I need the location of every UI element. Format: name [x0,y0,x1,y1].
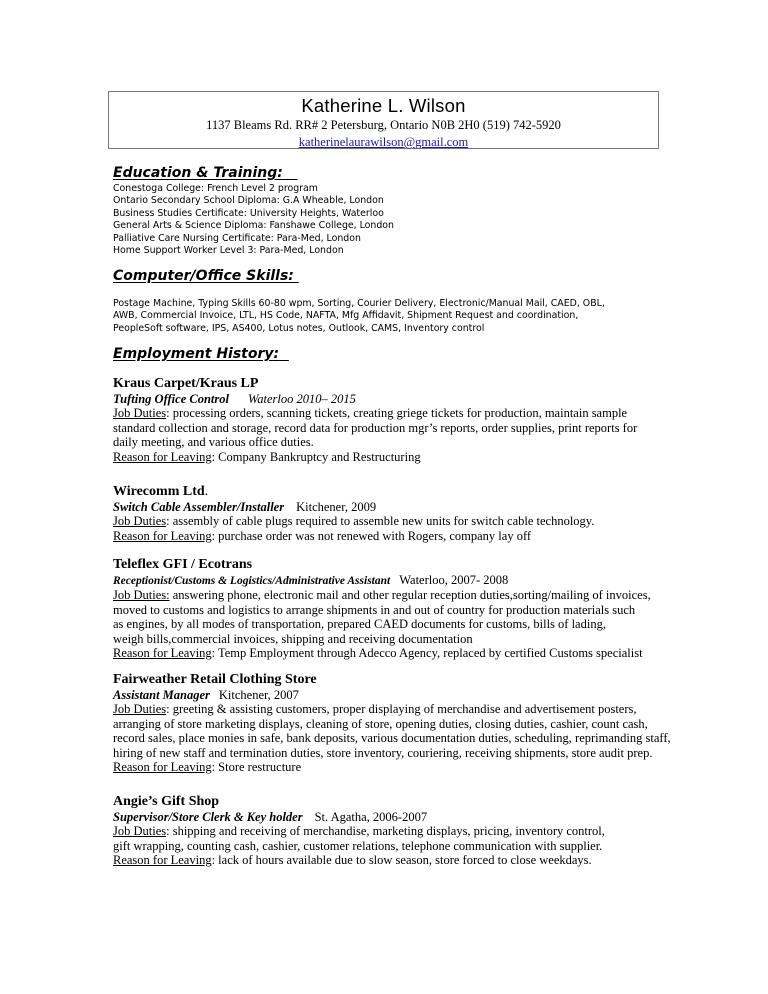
email-link[interactable]: katherinelaurawilson@gmail.com [298,135,469,149]
job-duties-line: weigh bills,commercial invoices, shipping and receiving documentation [113,631,473,646]
job-entry [113,376,637,464]
job-entry [113,794,605,868]
education-list [113,183,394,257]
employment-heading: Employment History: [113,346,280,362]
job-duties: Job Duties: greeting & assisting customers, proper displaying of merchandise and advertisement posters, [113,702,637,717]
company-name: Teleflex GFI / Ecotrans [113,557,253,572]
job-duties-line: moved to customs and logistics to arrange shipments in and out of country for production materials such [113,602,636,617]
company-name: Fairweather Retail Clothing Store [113,672,317,687]
company-name: Wirecomm Ltd. [113,484,209,499]
contact-header [108,91,659,149]
job-location: Kitchener, 2009 [296,500,377,514]
job-location: Waterloo, 2007- 2008 [399,573,509,587]
job-duties-line: gift wrapping, counting cash, cashier, customer relations, telephone communication with supplier. [113,838,603,853]
job-reason: Reason for Leaving: purchase order was not renewed with Rogers, company lay off [113,528,532,543]
job-entry [113,557,651,660]
applicant-name: Katherine L. Wilson [301,95,466,116]
education-item: Palliative Care Nursing Certificate: Para-Med, London [113,232,361,244]
job-reason: Reason for Leaving: lack of hours available due to slow season, store forced to close weekdays. [113,853,592,868]
job-location: Kitchener, 2007 [218,688,299,702]
education-item: Home Support Worker Level 3: Para-Med, London [113,245,344,257]
job-reason: Reason for Leaving: Temp Employment through Adecco Agency, replaced by certified Customs specialist [113,646,643,661]
skills-line: Postage Machine, Typing Skills 60-80 wpm, Sorting, Courier Delivery, Electronic/Manual Mail, CAED, OBL, [113,298,605,309]
job-duties: Job Duties: assembly of cable plugs required to assemble new units for switch cable technology. [113,514,595,529]
company-name: Angie’s Gift Shop [113,794,220,809]
job-entry [113,484,594,543]
skills-text [113,298,605,335]
skills-line: PeopleSoft software, IPS, AS400, Lotus notes, Outlook, CAMS, Inventory control [113,322,485,334]
job-duties-line: daily meeting, and various office duties. [113,435,314,450]
education-item: Ontario Secondary School Diploma: G.A Wheable, London [113,195,384,207]
job-entry [113,672,671,774]
job-duties-line: hiring of new staff and termination duties, store inventory, couriering, receiving shipments, store audit prep. [113,745,653,760]
job-reason: Reason for Leaving: Company Bankruptcy and Restructuring [113,449,421,464]
job-role: Tufting Office Control [113,392,229,406]
education-item: Business Studies Certificate: University Heights, Waterloo [113,207,384,219]
job-reason: Reason for Leaving: Store restructure [113,760,302,775]
skills-heading: Computer/Office Skills: [113,268,294,284]
job-duties-line: record sales, place monies in safe, bank deposits, various documentation duties, scheduling, reprimanding staff, [113,731,671,746]
contact-address: 1137 Bleams Rd. RR# 2 Petersburg, Ontario N0B 2H0 (519) 742-5920 [206,118,561,132]
education-item: Conestoga College: French Level 2 program [113,183,318,194]
job-location: Waterloo 2010– 2015 [247,392,356,406]
job-location: St. Agatha, 2006-2007 [314,810,428,824]
job-duties: Job Duties: processing orders, scanning tickets, creating griege tickets for production, maintain sample [113,406,628,421]
job-duties: Job Duties: shipping and receiving of merchandise, marketing displays, pricing, inventory control, [113,824,605,839]
job-duties-line: arranging of store marketing displays, cleaning of store, opening duties, closing duties, cashier, count cash, [113,716,648,731]
job-role: Assistant Manager [113,688,210,702]
education-heading: Education & Training: [113,165,283,181]
job-role: Receptionist/Customs & Logistics/Administrative Assistant [113,575,391,587]
job-duties-line: as engines, by all modes of transportation, prepared CAED documents for customs, bills of lading, [113,617,606,632]
job-duties: Job Duties: answering phone, electronic mail and other regular reception duties,sorting/mailing of invoices, [113,588,651,603]
company-name: Kraus Carpet/Kraus LP [113,376,259,391]
job-role: Supervisor/Store Clerk & Key holder [113,810,303,824]
job-duties-line: standard collection and storage, record data for production mgr’s reports, order supplies, print reports for [113,420,638,435]
education-item: General Arts & Science Diploma: Fanshawe College, London [113,220,394,232]
skills-line: AWB, Commercial Invoice, LTL, HS Code, NAFTA, Mfg Affidavit, Shipment Request and coordination, [113,310,579,322]
job-role: Switch Cable Assembler/Installer [113,500,285,514]
